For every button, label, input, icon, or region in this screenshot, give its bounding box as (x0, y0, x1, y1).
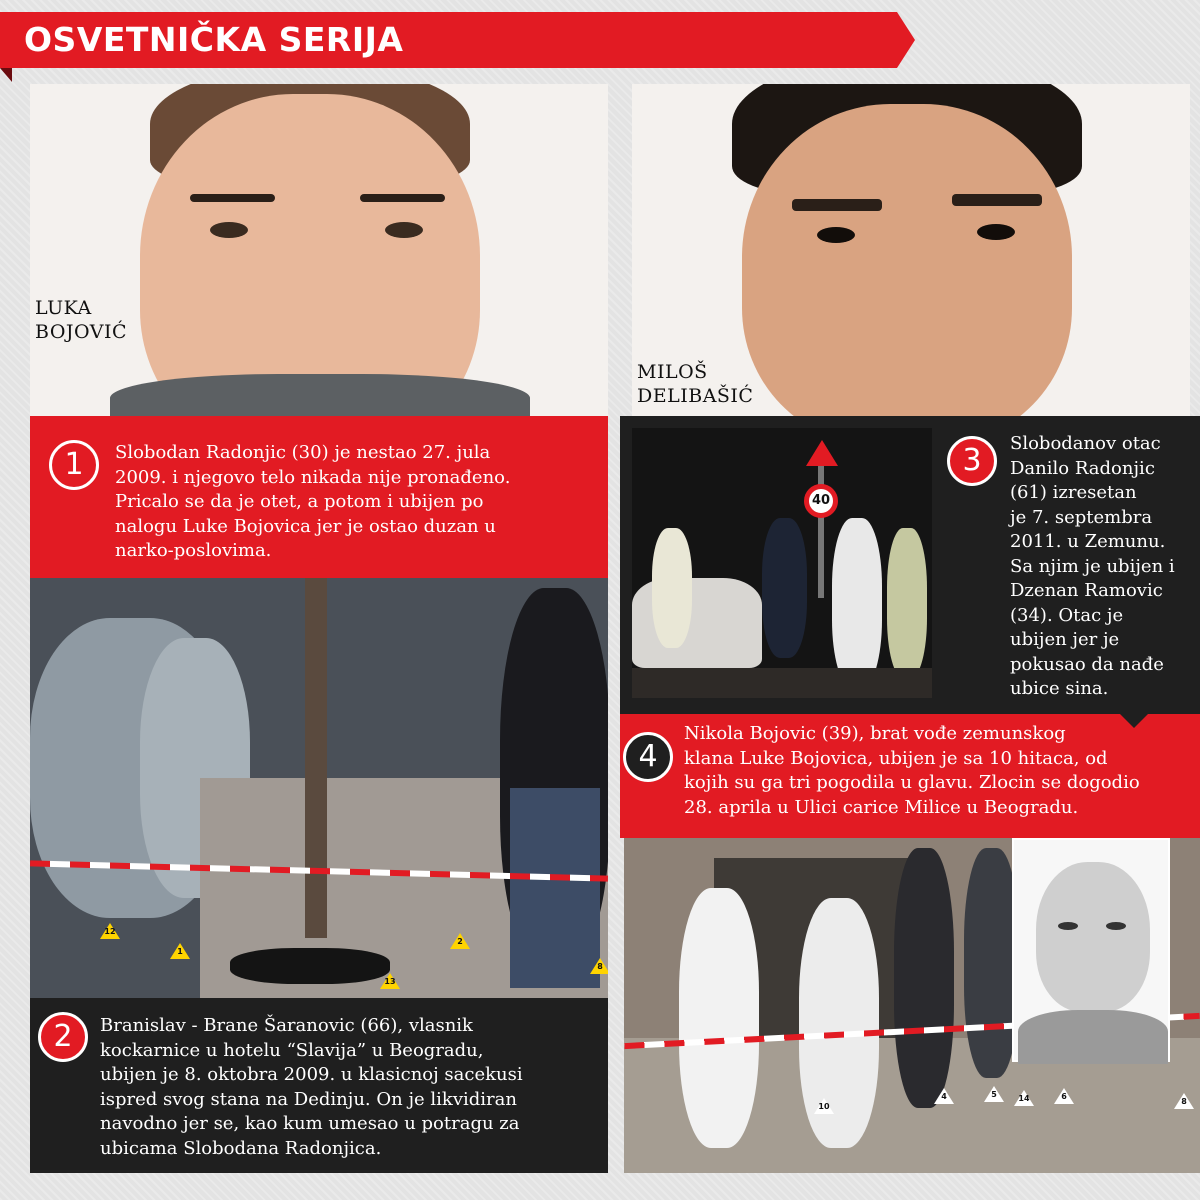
scene-2-pole (305, 578, 327, 938)
portrait-milos-eye-right (977, 224, 1015, 240)
scene-2-evidence-marker (590, 958, 608, 974)
portrait-luka-name: LUKA BOJOVIĆ (35, 297, 128, 343)
scene-4-evidence-marker (934, 1088, 954, 1104)
evidence-marker-number: 14 (1018, 1094, 1030, 1103)
portrait-milos-name: MILOŠ DELIBAŠIĆ (637, 361, 754, 407)
scene-2-body (230, 948, 390, 984)
story-4-caption: Nikola Bojovic (39), brat vođe zemunskog klana Luke Bojovica, ubijen je sa 10 hitaca, od kojih su ga tri pogodila u glavu. Zlocin se dogodio 28. aprila u Ulici carice Milice u Beogradu. (684, 723, 1140, 818)
portrait-luka-shirt (110, 374, 530, 416)
scene-photo-3 (632, 428, 932, 698)
scene-4-officer (964, 848, 1019, 1078)
story-3-number: 3 (947, 436, 997, 486)
scene-2-evidence-marker (380, 973, 400, 989)
portrait-milos-face (742, 104, 1072, 416)
evidence-marker-number: 4 (941, 1092, 947, 1101)
scene-2-evidence-marker (100, 923, 120, 939)
portrait-milos-brow-right (952, 194, 1042, 206)
inset-eye-left (1058, 922, 1078, 930)
scene-4-officer (894, 848, 954, 1108)
scene-4-inset-portrait (1012, 838, 1170, 1062)
evidence-marker-number: 6 (1061, 1092, 1067, 1101)
scene-3-officer (762, 518, 807, 658)
scene-4-evidence-marker (1014, 1090, 1034, 1106)
portrait-milos-brow-left (792, 199, 882, 211)
evidence-marker-number: 12 (104, 927, 116, 936)
portrait-luka-brow-right (360, 194, 445, 202)
evidence-marker-number: 5 (991, 1090, 997, 1099)
scene-photo-2 (30, 578, 608, 998)
portrait-luka-eye-left (210, 222, 248, 238)
scene-2-officer-jeans (510, 788, 600, 988)
story-2-caption: Branislav - Brane Šaranovic (66), vlasnik kockarnice u hotelu “Slavija” u Beogradu, ubijen je 8. oktobra 2009. u klasicnoj sacekusi ispred svog stana na Dedinju. On je likvidiran navodno jer se, kao kum umesao u potragu za ubicama Slobodana Radonjica. (100, 1015, 523, 1159)
portrait-luka-brow-left (190, 194, 275, 202)
scene-3-ground (632, 668, 932, 698)
inset-face (1036, 862, 1150, 1012)
scene-2-evidence-marker (450, 933, 470, 949)
page-title: OSVETNIČKA SERIJA (24, 20, 404, 59)
evidence-marker-number: 2 (457, 937, 463, 946)
story-4-number: 4 (623, 732, 673, 782)
evidence-marker-number: 8 (597, 962, 603, 971)
portrait-milos-eye-left (817, 227, 855, 243)
scene-3-officer (887, 528, 927, 678)
scene-4-evidence-marker (814, 1098, 834, 1114)
inset-eye-right (1106, 922, 1126, 930)
inset-shoulders (1018, 1010, 1168, 1064)
banner-fold (0, 68, 12, 82)
scene-3-sign-pole (818, 458, 824, 598)
scene-3-warning-sign (806, 440, 838, 466)
scene-4-evidence-marker (1174, 1093, 1194, 1109)
scene-4-evidence-marker (984, 1086, 1004, 1102)
scene-3-officer (652, 528, 692, 648)
evidence-marker-number: 10 (818, 1102, 830, 1111)
evidence-marker-number: 13 (384, 977, 396, 986)
portrait-luka-eye-right (385, 222, 423, 238)
scene-2-evidence-marker (170, 943, 190, 959)
scene-3-investigator (832, 518, 882, 688)
evidence-marker-number: 8 (1181, 1097, 1187, 1106)
story-1-caption: Slobodan Radonjic (30) je nestao 27. jula 2009. i njegovo telo nikada nije pronađeno. Pricalo se da je otet, a potom i ubijen po nalogu Luke Bojovica jer je ostao duzan u narko-poslovima. (115, 442, 511, 561)
story-3-caption: Slobodanov otac Danilo Radonjic (61) izresetan je 7. septembra 2011. u Zemunu. Sa njim je ubijen i Dzenan Ramovic (34). Otac je ubijen jer je pokusao da nađe ubice sina. (1010, 433, 1175, 699)
scene-3-speed-sign: 40 (804, 484, 838, 518)
portrait-milos-photo (632, 84, 1190, 416)
portrait-luka-face (140, 94, 480, 416)
portrait-luka-photo (30, 84, 608, 416)
scene-photo-4 (624, 838, 1200, 1173)
story-1-number: 1 (49, 440, 99, 490)
story-2-number: 2 (38, 1012, 88, 1062)
scene-4-forensic-investigator (799, 898, 879, 1148)
scene-4-evidence-marker (1054, 1088, 1074, 1104)
evidence-marker-number: 1 (177, 947, 183, 956)
scene-4-forensic-investigator (679, 888, 759, 1148)
